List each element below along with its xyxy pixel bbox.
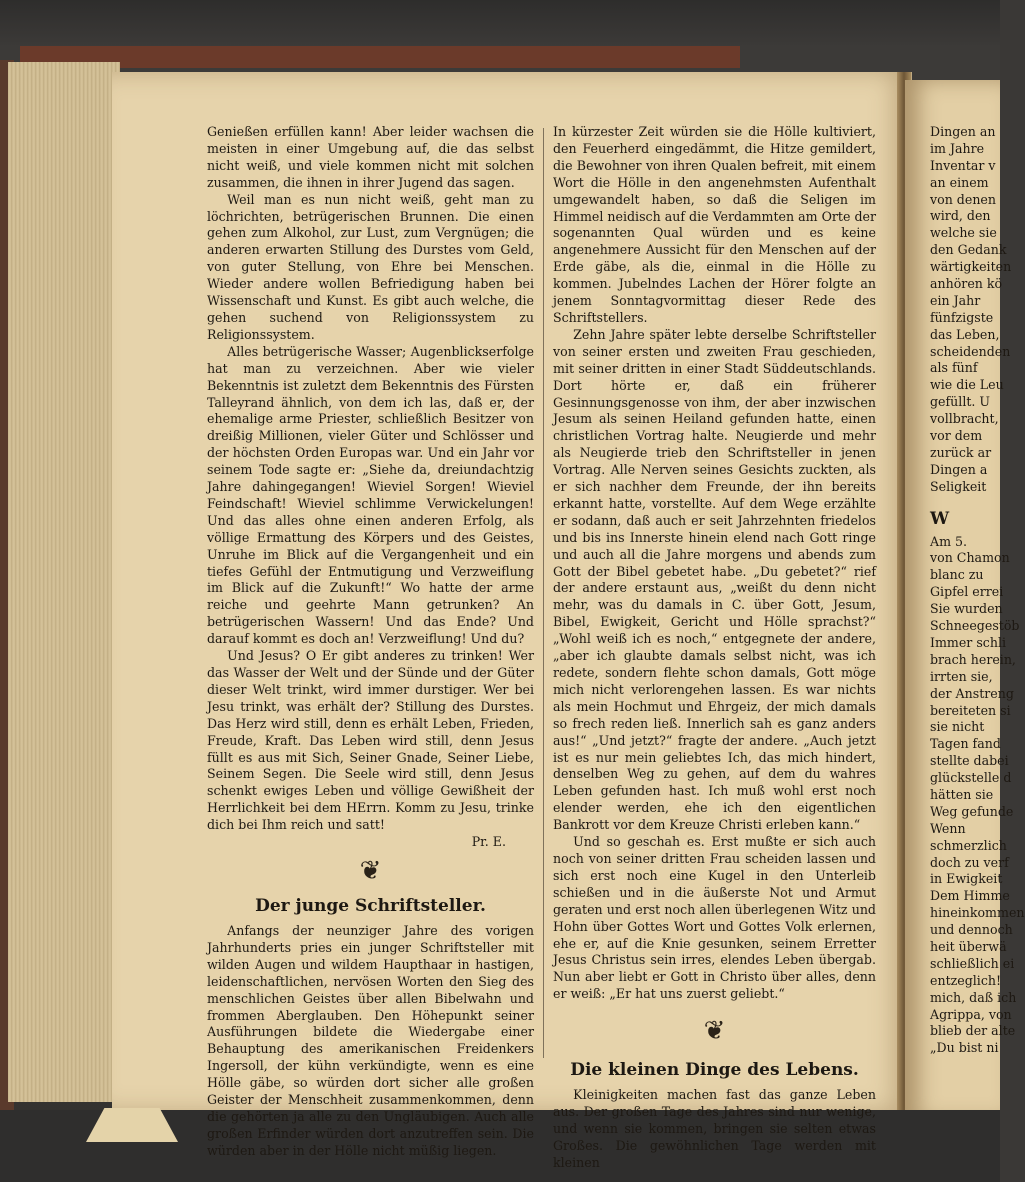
fragment-line: zurück ar [930, 444, 992, 460]
ornament-icon: ❦ [703, 1016, 726, 1047]
fragment-line: „Du bist ni [930, 1040, 999, 1056]
fragment-line: Inventar v [930, 157, 996, 173]
fragment-line: Tagen fand [930, 736, 1001, 752]
fragment-line: von denen [930, 191, 997, 207]
signature: Pr. E. [471, 834, 506, 850]
fragment-line: wärtigkeiten [930, 259, 1012, 275]
paragraph: Zehn Jahre später lebte derselbe Schriftsteller von seiner ersten und zweiten Frau geschieden, mit seiner dritten in einer Stadt Süddeutschlands. Dort hörte er, daß ein früherer Gesinnungsgenosse von ihm, der aber inzwischen Jesum als seinen Heiland gefunden hatte, einen christlichen Vortrag halte. Neugierde und mehr als Neugierde trieb den Schriftsteller in jenen Vortrag. Alle Nerven seines Gesichts zuckten, als er sich nachher dem Freunde, der ihn bereits erkannt hatte, vorstellte. Auf dem Wege erzählte er sodann, daß auch er seit Jahrzehnten friedelos und bis ins Innerste hinein elend nach Gott ringe und auch all die Jahre morgens und abends zum Gott der Bibel gebetet habe. „Du gebetet?“ rief der andere erstaunt aus, „weißt du denn nicht mehr, was du damals in C. über Gott, Jesum, Bibel, Ewigkeit, Gericht und Hölle sprachst?“ „Wohl weiß ich es noch,“ entgegnete der andere, „aber ich glaubte damals selbst nicht, was ich redete, sondern flehte schon damals, Gott möge mich nicht verlorengehen lassen. Es war nichts als mein Hochmut und Ehrgeiz, der mich damals so frech reden ließ. Innerlich sah es ganz anders aus!“ „Und jetzt?“ fragte der andere. „Auch jetzt ist es nur mein geliebtes Ich, das mich hindert, denselben Weg zu gehen, auf dem du wahres Leben gefunden hast. Ich muß wohl erst noch elender werden, ehe ich den eigentlichen Bankrott vor dem Kreuze Christi erleben kann.“ [553, 326, 876, 833]
fragment-line: Am 5. [930, 533, 968, 549]
fragment-line: glückstelle d [930, 770, 1012, 786]
fragment-line: ein Jahr [930, 292, 981, 308]
middle-column [553, 124, 876, 1172]
fragment-line: hätten sie [930, 786, 994, 802]
fragment-line: im Jahre [930, 140, 985, 156]
fragment-line: stellte dabei [930, 753, 1009, 769]
fragment-line: entzeglich! [930, 972, 1002, 988]
fragment-line: Weg gefunde [930, 803, 1014, 819]
column-divider [543, 128, 544, 1058]
fragment-line: heit überwä [930, 938, 1007, 954]
fragment-line: Sie wurden [930, 601, 1003, 617]
fragment-line: wie die Leu [930, 377, 1004, 393]
fragment-line: schließlich ei [930, 955, 1015, 971]
paragraph: Und so geschah es. Erst mußte er sich auch noch von seiner dritten Frau scheiden lassen und sich erst noch eine Kugel in den Unterleib schießen und in die äußerste Not und Armut geraten und erst noch allen überlegenen Witz und Hohn über Gottes Wort und Gottes Volk erlernen, ehe er, auf die Knie gesunken, seinem Erretter Jesus Christus sein irres, elendes Leben übergab. Nun aber liebt er Gott in Christo über alles, denn er weiß: „Er hat uns zuerst geliebt.“ [553, 834, 876, 1002]
fragment-line: den Gedank [930, 242, 1007, 258]
fragment-line: Schneegestöb [930, 618, 1020, 634]
fragment-line: Wenn [930, 820, 966, 836]
fragment-line: sie nicht [930, 719, 985, 735]
paragraph: In kürzester Zeit würden sie die Hölle kultiviert, den Feuerherd eingedämmt, die Hitze gemildert, die Bewohner von ihren Qualen befreit, mit einem Wort die Hölle in den angenehmsten Aufenthalt umgewandelt haben, so daß die Seligen im Himmel neidisch auf die Verdammten am Orte der sogenannten Qual würden und es keine angenehmere Aussicht für den Menschen auf der Erde gäbe, als die, einmal in die Hölle zu kommen. Jubelndes Lachen der Hörer folgte an jenem Sonntagvormittag dieser Rede des Schriftstellers. [553, 124, 876, 325]
fragment-line: vor dem [930, 428, 983, 444]
left-column [207, 124, 534, 1160]
fragment-line: Immer schli [930, 634, 1007, 650]
fragment-line: hineinkommen [930, 905, 1025, 921]
paragraph: Und Jesus? O Er gibt anderes zu trinken! Wer das Wasser der Welt und der Sünde und der Güter dieser Welt trinkt, wird immer durstiger. Wer bei Jesu trinkt, was erhält der? Stillung des Durstes. Das Herz wird still, denn es erhält Leben, Frieden, Freude, Kraft. Das Leben wird still, denn Jesus füllt es aus mit Sich, Seiner Gnade, Seiner Liebe, Seinem Segen. Die Seele wird still, denn Jesus schenkt ewiges Leben und völlige Gewißheit der Herrlichkeit bei dem HErrn. Komm zu Jesu, trinke dich bei Ihm reich und satt! [207, 648, 534, 833]
paragraph: Weil man es nun nicht weiß, geht man zu löchrichten, betrügerischen Brunnen. Die einen gehen zum Alkohol, zur Lust, zum Vergnügen; die anderen erwarten Stillung des Durstes vom Geld, von guter Stellung, von Ehre bei Menschen. Wieder andere wollen Befriedigung haben bei Wissenschaft und Kunst. Es gibt auch welche, die gehen suchend von Religionssystem zu Religionssystem. [207, 191, 534, 342]
fragment-line: das Leben, [930, 326, 1000, 342]
fragment-line: bereiteten si [930, 702, 1011, 718]
fragment-line: scheidenden [930, 343, 1011, 359]
fragment-line: Seligkeit [930, 478, 987, 494]
fragment-line: wird, den [930, 208, 991, 224]
fragment-line: und dennoch [930, 922, 1013, 938]
paragraph: Genießen erfüllen kann! Aber leider wachsen die meisten in einer Umgebung auf, die das selbst nicht weiß, und viele kommen nicht mit solchen zusammen, die ihnen in ihrer Jugend das sagen. [207, 124, 534, 190]
article-title: Die kleinen Dinge des Lebens. [570, 1060, 859, 1081]
fragment-line: Dem Himme [930, 888, 1010, 904]
fragment-line: Dingen an [930, 124, 996, 139]
page-stack-edge [8, 62, 120, 1102]
fragment-line: an einem [930, 174, 989, 190]
fragment-heading: W [930, 508, 950, 529]
fragment-line: Gipfel errei [930, 584, 1004, 600]
article-title: Der junge Schriftsteller. [255, 895, 486, 916]
fragment-line: blanc zu [930, 567, 984, 583]
ornament-icon: ❦ [359, 855, 382, 886]
paragraph: Kleinigkeiten machen fast das ganze Leben aus. Der großen Tage des Jahres sind nur wenige, und wenn sie kommen, bringen sie selten etwas Großes. Die gewöhnlichen Tage werden mit kleinen [553, 1087, 876, 1170]
fragment-line: irrten sie, [930, 668, 993, 684]
paragraph: Alles betrügerische Wasser; Augenblickserfolge hat man zu verzeichnen. Aber wie vieler Bekenntnis ist zuletzt dem Bekenntnis des Fürsten Talleyrand ähnlich, von dem ich las, daß er, der ehemalige arme Priester, schließlich Besitzer von dreißig Millionen, vieler Güter und Schlösser und der höchsten Orden Europas war. Und ein Jahr vor seinem Tode sagte er: „Siehe da, dreiundachtzig Jahre dahingegangen! Wieviel Sorgen! Wieviel Feindschaft! Wieviel schlimme Verwickelungen! Und das alles ohne einen anderen Erfolg, als völlige Ermattung des Körpers und des Geistes, Unruhe im Blick auf die Vergangenheit und ein tiefes Gefühl der Entmutigung und Verzweiflung im Blick auf die Zukunft!“ Wo hatte der arme reiche und geehrte Mann getrunken? An betrügerischen Wassern! Und das Ende? Und darauf kommt es doch an! Verzweiflung! Und du? [207, 343, 534, 647]
paragraph: Anfangs der neunziger Jahre des vorigen Jahrhunderts pries ein junger Schriftsteller mit wilden Augen und wildem Haupthaar in hastigen, leidenschaftlichen, nervösen Worten den Sieg des menschlichen Geistes über allen Bibelwahn und frommen Aberglauben. Den Höhepunkt seiner Ausführungen bildete die Wiedergabe einer Behauptung des amerikanischen Freidenkers Ingersoll, der kühn verkündigte, wenn es eine Hölle gäbe, so würden dort sicher alle großen Geister der Menschheit zusammenkommen, denn die gehörten ja alle zu den Ungläubigen. Auch alle großen Erfinder würden dort anzutreffen sein. Die würden aber in der Hölle nicht müßig liegen. [207, 922, 534, 1158]
fragment-line: in Ewigkeit [930, 871, 1003, 887]
fragment-line: gefüllt. U [930, 394, 991, 410]
fragment-line: vollbracht, [930, 411, 999, 427]
fragment-line: als fünf [930, 360, 978, 376]
fragment-line: schmerzlich [930, 837, 1007, 853]
fragment-line: Dingen a [930, 461, 988, 477]
fragment-line: doch zu verf [930, 854, 1009, 870]
fragment-line: brach herein, [930, 651, 1016, 667]
fragment-line: anhören kö [930, 276, 1003, 292]
fragment-line: fünfzigste [930, 309, 994, 325]
fragment-line: blieb der alte [930, 1023, 1016, 1039]
book-cover-edge [20, 46, 740, 68]
fragment-line: von Chamon [930, 550, 1010, 566]
fragment-line: mich, daß ich [930, 989, 1017, 1005]
right-fragment-column [930, 124, 1025, 1057]
fragment-line: Agrippa, von [930, 1006, 1012, 1022]
fragment-line: welche sie [930, 225, 997, 241]
fragment-line: der Anstreng [930, 685, 1014, 701]
